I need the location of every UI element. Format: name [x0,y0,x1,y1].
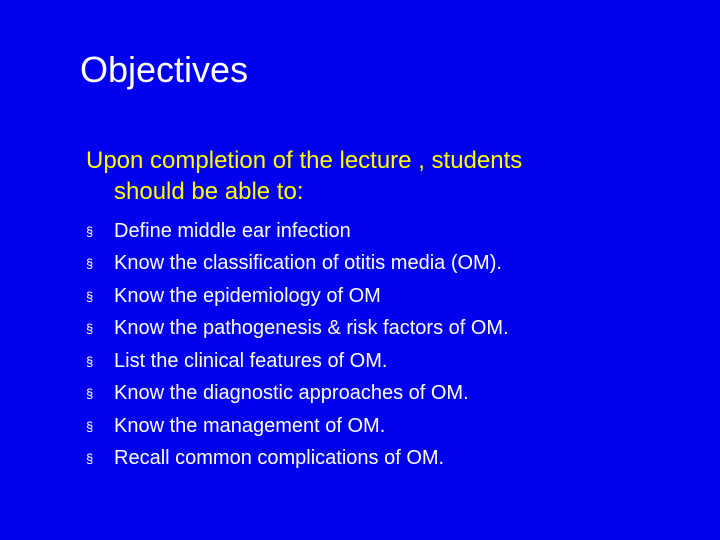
list-item [86,248,509,281]
list-item-text: Know the epidemiology of OM [114,284,381,307]
list-item-text: Recall common complications of OM. [114,447,445,470]
list-item-text: Know the pathogenesis & risk factors of OM. [114,317,509,340]
intro-text [86,145,686,207]
list-item-text: Know the management of OM. [114,414,386,437]
list-item [86,313,509,346]
list-item-text: Define middle ear infection [114,219,351,242]
bullet-marker-icon: § [86,418,94,434]
list-item [86,215,509,248]
bullet-marker-icon: § [86,353,94,369]
bullet-marker-icon: § [86,321,94,337]
list-item [86,443,509,476]
list-item [86,410,509,443]
bullet-marker-icon: § [86,223,94,239]
list-item [86,345,509,378]
intro-line-2: should be able to: [114,178,304,205]
list-item-text: Know the diagnostic approaches of OM. [114,382,469,405]
list-item [86,378,509,411]
bullet-marker-icon: § [86,451,94,467]
objectives-list [86,215,509,475]
slide-title: Objectives [80,49,249,90]
bullet-marker-icon: § [86,288,94,304]
list-item-text: List the clinical features of OM. [114,349,388,372]
bullet-marker-icon: § [86,386,94,402]
intro-line-1: Upon completion of the lecture , students [86,147,523,174]
bullet-marker-icon: § [86,256,94,272]
list-item-text: Know the classification of otitis media (OM). [114,252,502,275]
list-item [86,280,509,313]
